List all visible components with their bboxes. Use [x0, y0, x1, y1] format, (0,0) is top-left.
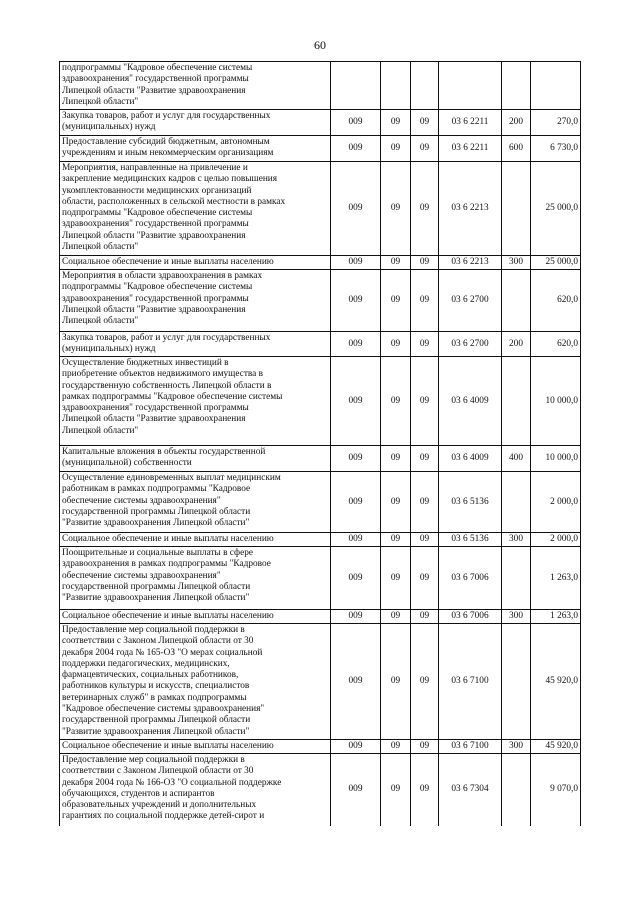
row-rz: 09: [381, 162, 411, 256]
row-name: Социальное обеспечение и иные выплаты населению: [60, 256, 331, 270]
row-sum: 25 000,0: [531, 162, 581, 256]
row-csr: 03 6 5136: [439, 472, 502, 533]
row-vr: [502, 754, 531, 826]
row-rz: [381, 62, 411, 110]
row-rz: 09: [381, 472, 411, 533]
row-gr: [331, 62, 381, 110]
row-gr: 009: [331, 357, 381, 446]
table-row: [60, 136, 581, 162]
row-pr: 09: [411, 136, 439, 162]
table-row: [60, 472, 581, 533]
row-gr: 009: [331, 533, 381, 547]
table-row: [60, 610, 581, 624]
row-csr: 03 6 5136: [439, 533, 502, 547]
row-gr: 009: [331, 162, 381, 256]
row-rz: 09: [381, 357, 411, 446]
row-gr: 009: [331, 256, 381, 270]
row-pr: 09: [411, 446, 439, 472]
row-vr: 300: [502, 740, 531, 754]
row-vr: 200: [502, 332, 531, 357]
row-pr: 09: [411, 162, 439, 256]
table-row: [60, 624, 581, 740]
row-csr: 03 6 7006: [439, 547, 502, 610]
row-sum: 10 000,0: [531, 357, 581, 446]
row-pr: 09: [411, 472, 439, 533]
row-csr: 03 6 7304: [439, 754, 502, 826]
row-sum: 270,0: [531, 110, 581, 136]
row-csr: 03 6 7100: [439, 740, 502, 754]
table-row: [60, 256, 581, 270]
row-vr: 400: [502, 446, 531, 472]
row-rz: 09: [381, 256, 411, 270]
row-pr: 09: [411, 110, 439, 136]
row-rz: 09: [381, 136, 411, 162]
row-vr: [502, 62, 531, 110]
row-vr: 300: [502, 610, 531, 624]
row-pr: 09: [411, 533, 439, 547]
row-pr: [411, 62, 439, 110]
row-gr: 009: [331, 110, 381, 136]
row-vr: [502, 357, 531, 446]
row-name: Социальное обеспечение и иные выплаты населению: [60, 740, 331, 754]
row-rz: 09: [381, 547, 411, 610]
row-csr: 03 6 2211: [439, 136, 502, 162]
row-name: Предоставление мер социальной поддержки в соответствии с Законом Липецкой области от 30 декабря 2004 года № 166-ОЗ "О социальной поддержке обучающихся, студентов и аспирантов образовательных учреждений и дополнительных гарантиях по социальной поддержке детей-сирот и: [60, 754, 331, 826]
row-csr: 03 6 7100: [439, 624, 502, 740]
row-rz: 09: [381, 533, 411, 547]
row-pr: 09: [411, 740, 439, 754]
row-rz: 09: [381, 624, 411, 740]
table-row: [60, 270, 581, 332]
row-name: Мероприятия в области здравоохранения в рамках подпрограммы "Кадровое обеспечение системы здравоохранения" государственной программы Липецкой области "Развитие здравоохранения Липецкой области": [60, 270, 331, 332]
row-gr: 009: [331, 624, 381, 740]
row-vr: 300: [502, 533, 531, 547]
row-sum: 2 000,0: [531, 472, 581, 533]
table-row: [60, 533, 581, 547]
row-vr: 200: [502, 110, 531, 136]
row-gr: 009: [331, 610, 381, 624]
row-vr: [502, 547, 531, 610]
row-rz: 09: [381, 110, 411, 136]
row-pr: 09: [411, 754, 439, 826]
row-csr: 03 6 2213: [439, 162, 502, 256]
row-gr: 009: [331, 270, 381, 332]
row-sum: 9 070,0: [531, 754, 581, 826]
table-row: [60, 547, 581, 610]
row-name: подпрограммы "Кадровое обеспечение системы здравоохранения" государственной программы Липецкой области "Развитие здравоохранения Липецкой области": [60, 62, 331, 110]
row-gr: 009: [331, 547, 381, 610]
row-sum: 2 000,0: [531, 533, 581, 547]
row-sum: 25 000,0: [531, 256, 581, 270]
row-pr: 09: [411, 624, 439, 740]
row-gr: 009: [331, 472, 381, 533]
row-sum: 620,0: [531, 270, 581, 332]
row-name: Поощрительные и социальные выплаты в сфере здравоохранения в рамках подпрограммы "Кадровое обеспечение системы здравоохранения" государственной программы Липецкой области "Развитие здравоохранения Липецкой области": [60, 547, 331, 610]
row-pr: 09: [411, 547, 439, 610]
row-pr: 09: [411, 332, 439, 357]
row-name: Социальное обеспечение и иные выплаты населению: [60, 533, 331, 547]
row-gr: 009: [331, 136, 381, 162]
table-row: [60, 162, 581, 256]
row-gr: 009: [331, 446, 381, 472]
row-name: Осуществление единовременных выплат медицинским работникам в рамках подпрограммы "Кадровое обеспечение системы здравоохранения" государственной программы Липецкой области "Развитие здравоохранения Липецкой области": [60, 472, 331, 533]
row-sum: 45 920,0: [531, 624, 581, 740]
row-vr: 300: [502, 256, 531, 270]
row-name: Мероприятия, направленные на привлечение и закрепление медицинских кадров с целью повышения укомплектованности медицинских организаций области, расположенных в сельской местности в рамках подпрограммы "Кадровое обеспечение системы здравоохранения" государственной программы Липецкой области "Развитие здравоохранения Липецкой области": [60, 162, 331, 256]
row-rz: 09: [381, 270, 411, 332]
table-row: [60, 110, 581, 136]
row-vr: [502, 162, 531, 256]
row-name: Закупка товаров, работ и услуг для государственных (муниципальных) нужд: [60, 332, 331, 357]
row-name: Закупка товаров, работ и услуг для государственных (муниципальных) нужд: [60, 110, 331, 136]
row-pr: 09: [411, 357, 439, 446]
page-number: 60: [314, 38, 326, 52]
row-pr: 09: [411, 270, 439, 332]
row-csr: 03 6 2213: [439, 256, 502, 270]
row-pr: 09: [411, 610, 439, 624]
table-row: [60, 754, 581, 826]
row-sum: 45 920,0: [531, 740, 581, 754]
row-name: Предоставление мер социальной поддержки в соответствии с Законом Липецкой области от 30 декабря 2004 года № 165-ОЗ "О мерах социальной поддержки педагогических, медицинских, фармацевтических, социальных работников, работников культуры и искусств, специалистов ветеринарных служб" в рамках подпрограммы "Кадровое обеспечение системы здравоохранения" государственной программы Липецкой области "Развитие здравоохранения Липецкой области": [60, 624, 331, 740]
row-csr: 03 6 2700: [439, 332, 502, 357]
table-row: [60, 62, 581, 110]
row-name: Социальное обеспечение и иные выплаты населению: [60, 610, 331, 624]
row-vr: [502, 472, 531, 533]
row-name: Капитальные вложения в объекты государственной (муниципальной) собственности: [60, 446, 331, 472]
row-sum: 1 263,0: [531, 610, 581, 624]
row-vr: 600: [502, 136, 531, 162]
row-csr: 03 6 2700: [439, 270, 502, 332]
table-row: [60, 332, 581, 357]
row-sum: 6 730,0: [531, 136, 581, 162]
row-csr: 03 6 7006: [439, 610, 502, 624]
row-gr: 009: [331, 332, 381, 357]
table-row: [60, 357, 581, 446]
row-rz: 09: [381, 446, 411, 472]
row-csr: 03 6 4009: [439, 446, 502, 472]
row-sum: [531, 62, 581, 110]
row-csr: 03 6 4009: [439, 357, 502, 446]
row-pr: 09: [411, 256, 439, 270]
row-csr: [439, 62, 502, 110]
row-rz: 09: [381, 740, 411, 754]
row-vr: [502, 270, 531, 332]
row-gr: 009: [331, 740, 381, 754]
row-sum: 1 263,0: [531, 547, 581, 610]
row-rz: 09: [381, 754, 411, 826]
row-name: Осуществление бюджетных инвестиций в приобретение объектов недвижимого имущества в государственную собственность Липецкой области в рамках подпрограммы "Кадровое обеспечение системы здравоохранения" государственной программы Липецкой области "Развитие здравоохранения Липецкой области": [60, 357, 331, 446]
row-sum: 620,0: [531, 332, 581, 357]
row-vr: [502, 624, 531, 740]
row-csr: 03 6 2211: [439, 110, 502, 136]
row-rz: 09: [381, 610, 411, 624]
row-gr: 009: [331, 754, 381, 826]
row-rz: 09: [381, 332, 411, 357]
budget-table: [59, 61, 581, 826]
row-name: Предоставление субсидий бюджетным, автономным учреждениям и иным некоммерческим организациям: [60, 136, 331, 162]
row-sum: 10 000,0: [531, 446, 581, 472]
table-row: [60, 446, 581, 472]
table-row: [60, 740, 581, 754]
